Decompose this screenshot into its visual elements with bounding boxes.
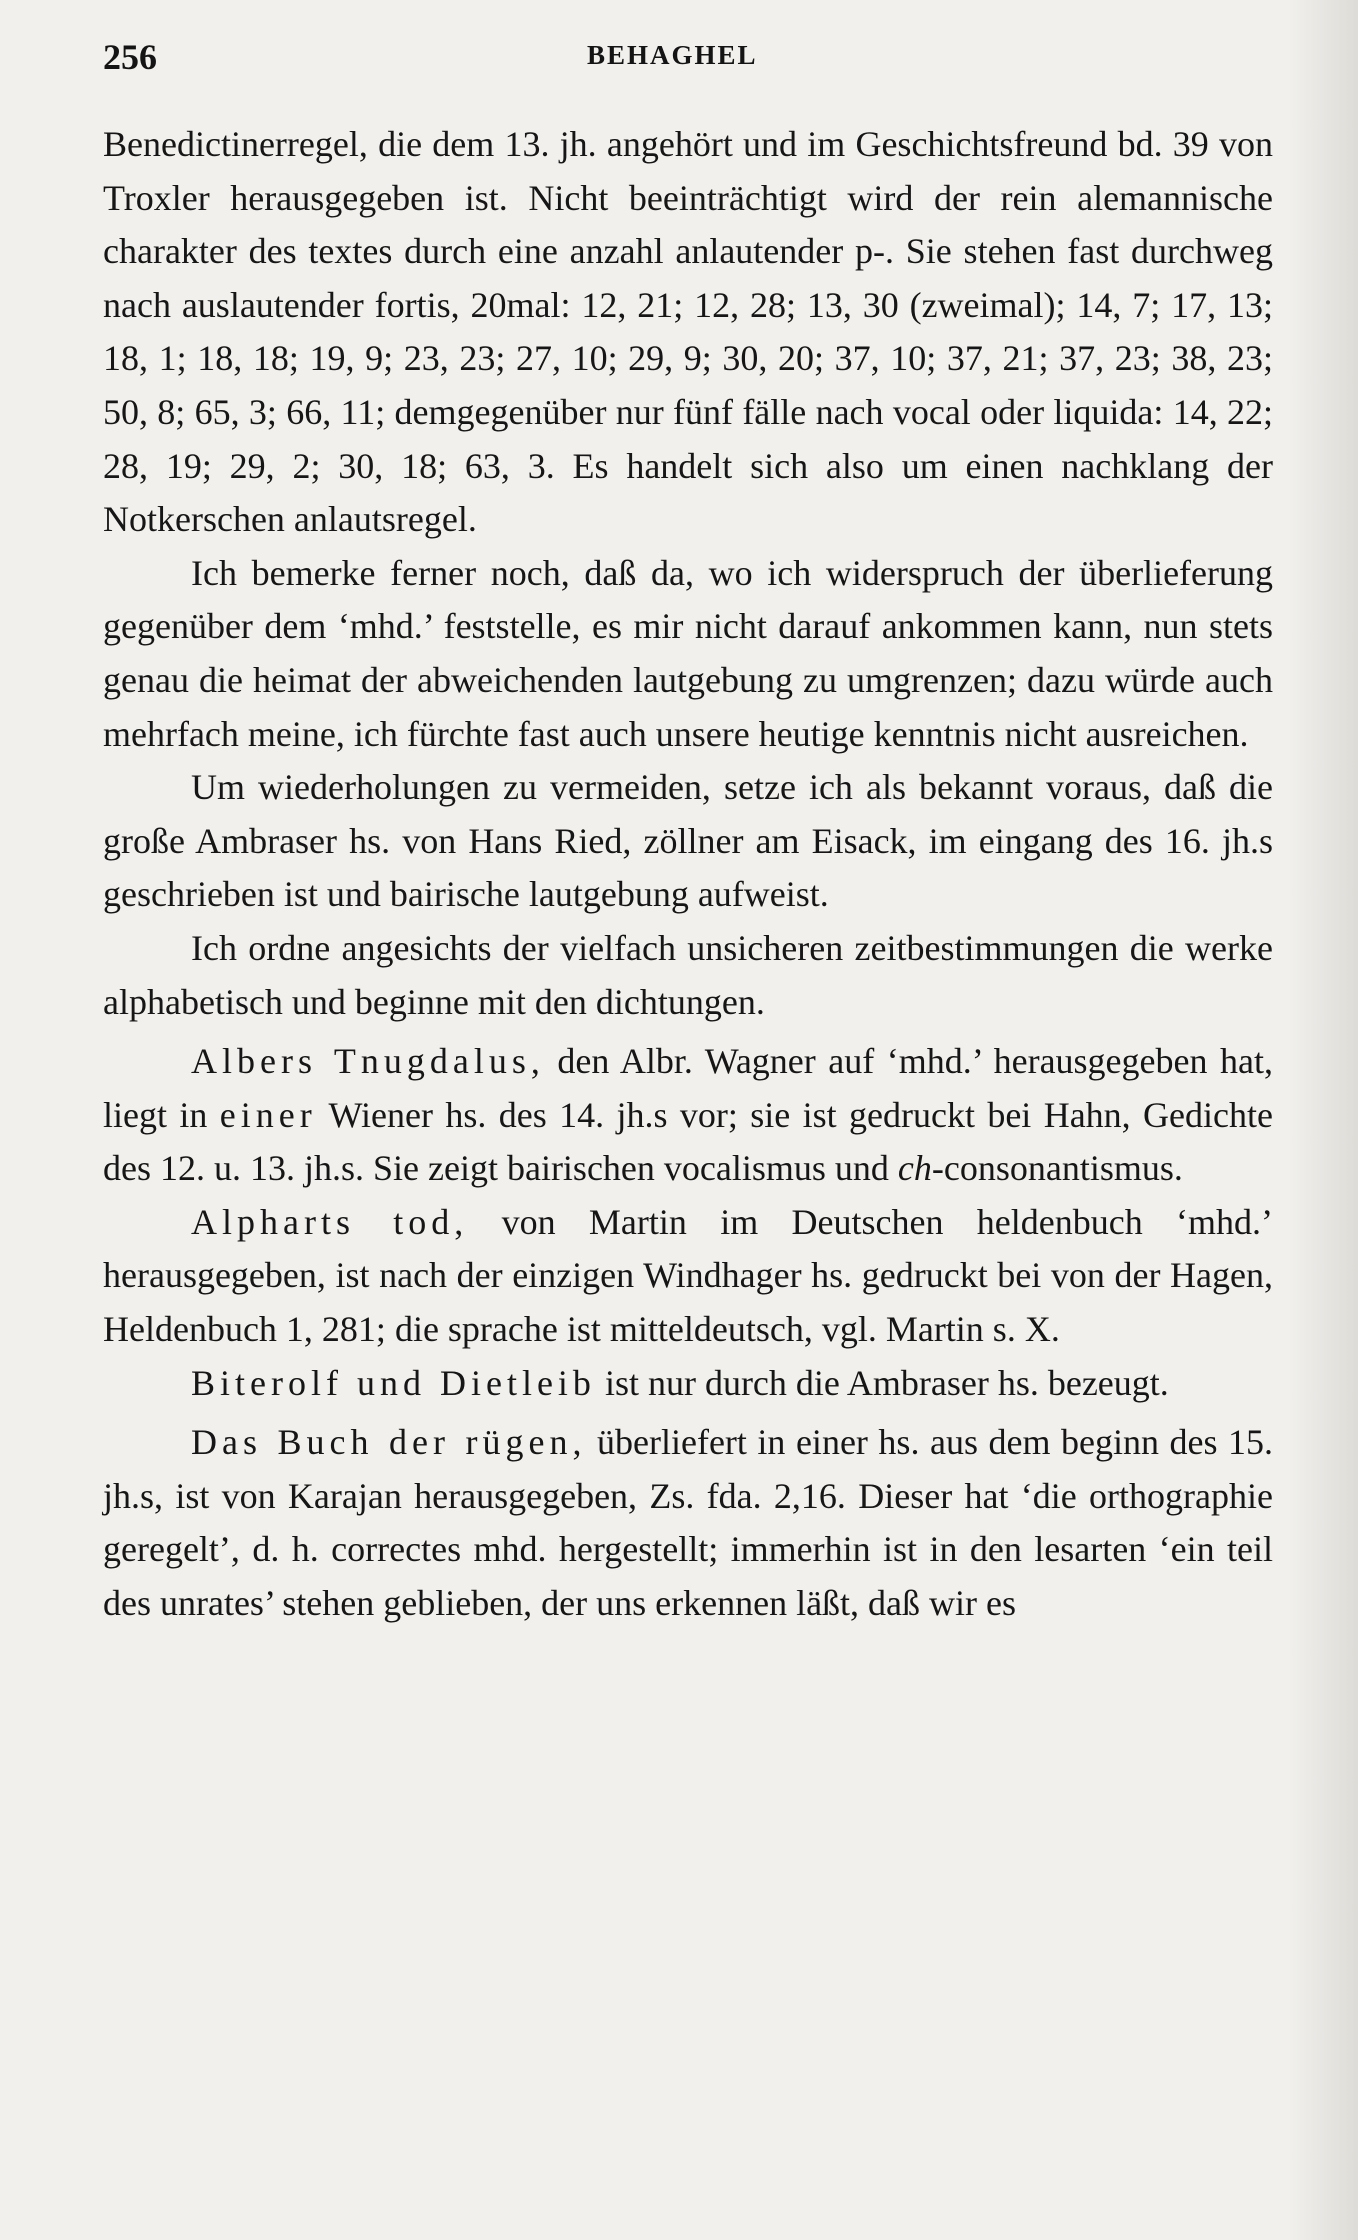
paragraph-text: von Martin im Deutschen heldenbuch ‘mhd.’ herausgegeben, ist nach der einzigen Windhager hs. gedruckt bei von der Hagen, Heldenbuch 1, 281; die sprache ist mitteldeutsch, vgl. Martin s. X.: [103, 1201, 1273, 1350]
body-text: [103, 118, 1273, 1631]
work-title-albers-tnugdalus: Albers Tnugdalus,: [191, 1041, 545, 1082]
italic-ch: ch: [897, 1148, 932, 1189]
page-edge-shadow: [1288, 0, 1358, 2240]
running-title: BEHAGHEL: [587, 40, 758, 70]
page-number: 256: [103, 37, 157, 77]
paragraph-buch-der-ruegen: [103, 1416, 1273, 1630]
work-title-biterolf: Biterolf und Dietleib: [191, 1362, 596, 1403]
paragraph-text: Wiener hs. des 14. jh.s vor; sie ist gedruckt bei Hahn, Gedichte des 12. u. 13. jh.s. Sie zeigt bairischen vocalismus und: [103, 1094, 1273, 1189]
work-title-buch-der-ruegen: Das Buch der rügen,: [191, 1422, 587, 1463]
paragraph-text: ist nur durch die Ambraser hs. bezeugt.: [595, 1362, 1169, 1403]
paragraph-widerspruch: Ich bemerke ferner noch, daß da, wo ich widerspruch der überlieferung gegenüber dem ‘mhd.’ feststelle, es mir nicht darauf ankommen kann, nun stets genau die heimat der abweichenden lautgebung zu umgrenzen; dazu würde auch mehrfach meine, ich fürchte fast auch unsere heutige kenntnis nicht ausreichen.: [103, 552, 1273, 754]
paragraph-text: überliefert in einer hs. aus dem beginn des 15. jh.s, ist von Karajan herausgegeben, Zs. fda. 2,16. Dieser hat ‘die orthographie geregelt’, d. h. correctes mhd. hergestellt; immerhin ist in den lesarten ‘ein teil des unrates’ stehen geblieben, der uns erkennen läßt, daß wir es: [103, 1422, 1273, 1624]
paragraph-albers-tnugdalus: [103, 1035, 1273, 1196]
running-head: [103, 30, 1275, 80]
paragraph-text: den Albr. Wagner auf ‘mhd.’ herausgegeben hat, liegt in: [103, 1041, 1273, 1135]
paragraph-ambraser-hs: Um wiederholungen zu vermeiden, setze ich als bekannt voraus, daß die große Ambraser hs. von Hans Ried, zöllner am Eisack, im eingang des 16. jh.s geschrieben ist und bairische lautgebung aufweist.: [103, 767, 1273, 915]
paragraph-ordering: Ich ordne angesichts der vielfach unsicheren zeitbestimmungen die werke alphabetisch und beginne mit den dichtungen.: [103, 927, 1273, 1022]
work-title-alpharts-tod: Alpharts tod,: [191, 1201, 469, 1242]
paragraph-text: -consonantismus.: [931, 1148, 1183, 1189]
paragraph-biterolf: [103, 1357, 1273, 1411]
paragraph-alpharts-tod: [103, 1196, 1273, 1357]
paragraph-benedictinerregel: Benedictinerregel, die dem 13. jh. angehört und im Geschichtsfreund bd. 39 von Troxler herausgegeben ist. Nicht beeinträchtigt wird der rein alemannische charakter des textes durch eine anzahl anlautender p-. Sie stehen fast durchweg nach auslautender fortis, 20mal: 12, 21; 12, 28; 13, 30 (zweimal); 14, 7; 17, 13; 18, 1; 18, 18; 19, 9; 23, 23; 27, 10; 29, 9; 30, 20; 37, 10; 37, 21; 37, 23; 38, 23; 50, 8; 65, 3; 66, 11; demgegenüber nur fünf fälle nach vocal oder liquida: 14, 22; 28, 19; 29, 2; 30, 18; 63, 3. Es handelt sich also um einen nachklang der Notkerschen anlautsregel.: [103, 124, 1273, 540]
emphasized-word: einer: [219, 1094, 317, 1135]
